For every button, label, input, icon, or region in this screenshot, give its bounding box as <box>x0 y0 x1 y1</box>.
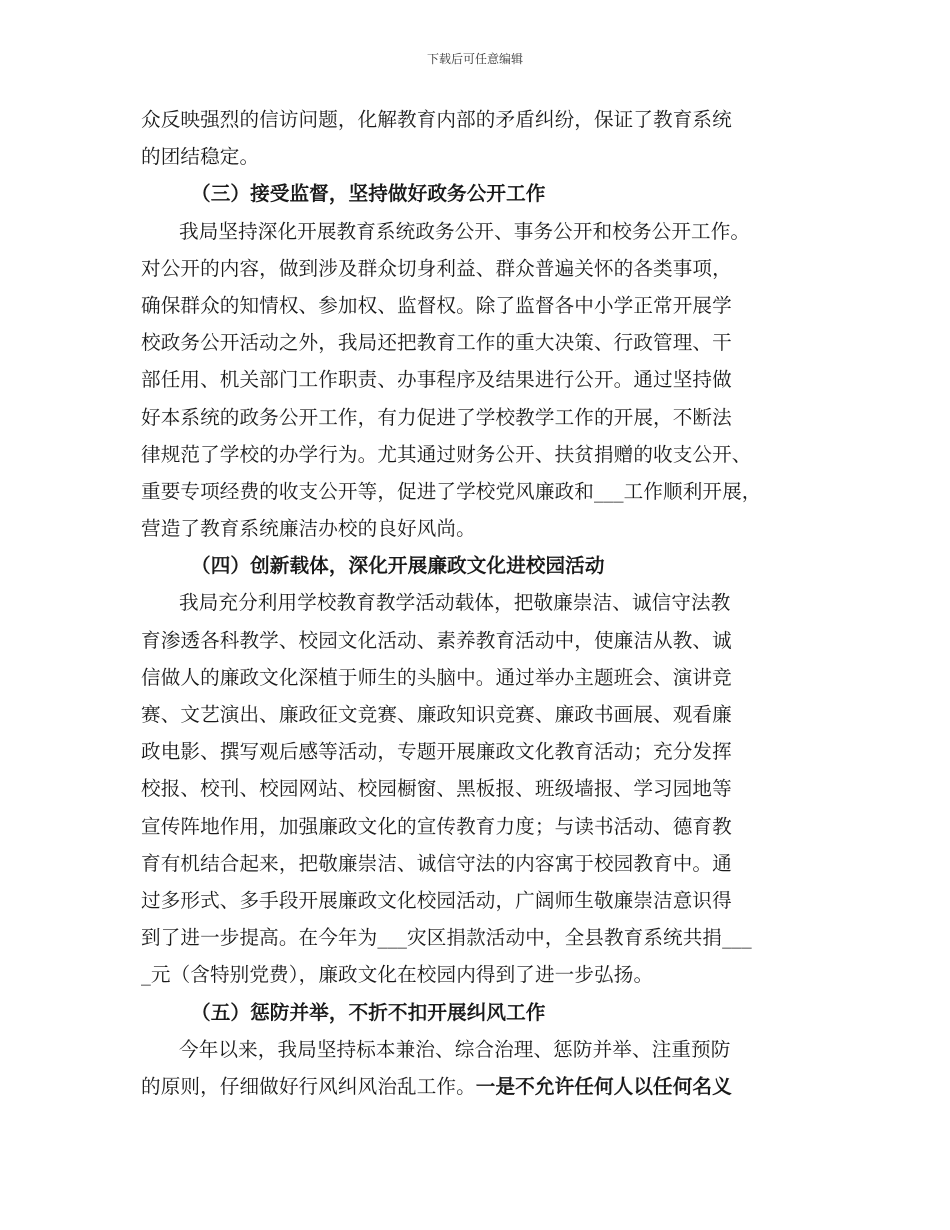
paragraph-line: 律规范了学校的办学行为。尤其通过财务公开、扶贫捐赠的收支公开、 <box>141 442 752 466</box>
document-body <box>141 101 821 1105</box>
paragraph-line: 育有机结合起来，把敬廉崇洁、诚信守法的内容寓于校园教育中。通 <box>141 851 732 875</box>
paragraph-line: 众反映强烈的信访问题，化解教育内部的矛盾纠纷，保证了教育系统 <box>141 108 732 131</box>
last-line-plain: 的原则，仔细做好行风纠风治乱工作。 <box>141 1074 476 1098</box>
paragraph-line: 确保群众的知情权、参加权、监督权。除了监督各中小学正常开展学 <box>141 293 732 317</box>
paragraph-line: 到了进一步提高。在今年为___灾区捐款活动中，全县教育系统共捐___ <box>141 926 752 950</box>
paragraph-line: 过多形式、多手段开展廉政文化校园活动，广阔师生敬廉崇洁意识得 <box>141 888 732 912</box>
page-header: 下载后可任意编辑 <box>426 52 523 66</box>
paragraph-line: 的团结稳定。 <box>141 145 260 169</box>
paragraph-line: 校政务公开活动之外，我局还把教育工作的重大决策、行政管理、干 <box>141 331 732 355</box>
paragraph-line: 部任用、机关部门工作职责、办事程序及结果进行公开。通过坚持做 <box>141 368 732 392</box>
last-line-bold: 一是不允许任何人以任何名义 <box>475 1074 732 1098</box>
paragraph-line: 营造了教育系统廉洁办校的良好风尚。 <box>141 517 476 541</box>
last-line <box>141 1068 821 1105</box>
section-heading: （四）创新载体，深化开展廉政文化进校园活动 <box>191 554 605 578</box>
paragraph-line: 赛、文艺演出、廉政征文竞赛、廉政知识竞赛、廉政书画展、观看廉 <box>141 703 732 726</box>
paragraph-line: 今年以来，我局坚持标本兼治、综合治理、惩防并举、注重预防 <box>179 1037 731 1061</box>
paragraph-line: 我局充分利用学校教育教学活动载体，把敬廉崇洁、诚信守法教 <box>179 591 731 615</box>
paragraph-line: 我局坚持深化开展教育系统政务公开、事务公开和校务公开工作。 <box>179 219 751 243</box>
paragraph-line: 信做人的廉政文化深植于师生的头脑中。通过举办主题班会、演讲竞 <box>141 665 732 689</box>
paragraph-line: _元（含特别党费），廉政文化在校园内得到了进一步弘扬。 <box>141 963 654 987</box>
section-heading: （五）惩防并举，不折不扣开展纠风工作 <box>191 1000 546 1024</box>
paragraph-line: 好本系统的政务公开工作，有力促进了学校教学工作的开展，不断法 <box>141 405 732 429</box>
paragraph-line: 育渗透各科教学、校园文化活动、素养教育活动中，使廉洁从教、诚 <box>141 628 732 652</box>
paragraph-line: 宣传阵地作用，加强廉政文化的宣传教育力度；与读书活动、德育教 <box>141 814 732 838</box>
paragraph-line: 政电影、撰写观后感等活动，专题开展廉政文化教育活动；充分发挥 <box>141 740 732 764</box>
paragraph-line: 重要专项经费的收支公开等，促进了学校党风廉政和___工作顺利开展， <box>141 479 762 503</box>
paragraph-line: 校报、校刊、校园网站、校园橱窗、黑板报、班级墙报、学习园地等 <box>141 777 732 801</box>
paragraph-line: 对公开的内容，做到涉及群众切身利益、群众普遍关怀的各类事项， <box>141 256 732 280</box>
section-heading: （三）接受监督，坚持做好政务公开工作 <box>191 182 546 206</box>
